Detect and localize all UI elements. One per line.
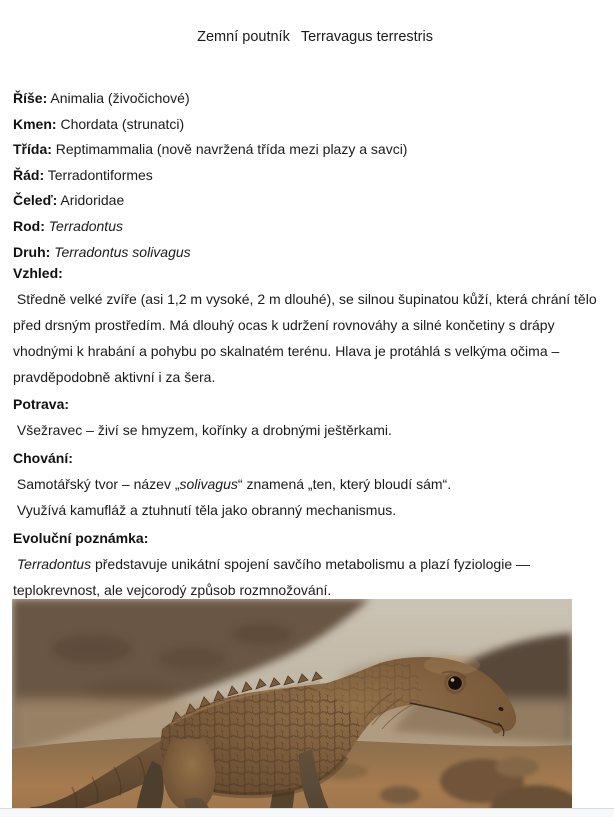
evolution-heading: Evoluční poznámka: <box>13 530 149 547</box>
creature-photo[interactable] <box>12 599 572 817</box>
taxonomy-label: Řád: <box>13 166 45 183</box>
section-diet <box>13 391 612 443</box>
document-title <box>0 0 614 67</box>
document-body <box>0 86 614 603</box>
taxonomy-row-phylum <box>13 112 612 138</box>
section-evolution <box>13 525 612 603</box>
diet-heading: Potrava: <box>13 396 70 413</box>
taxonomy-value: Aridoridae <box>57 192 125 209</box>
behavior-line-1 <box>13 471 612 497</box>
behavior-line-1-pre: Samotářský tvor – název „ <box>13 476 180 493</box>
taxonomy-label: Kmen: <box>13 115 57 132</box>
taxonomy-row-genus <box>13 214 612 240</box>
taxonomy-value: Terradontus solivagus <box>50 243 191 260</box>
taxonomy-row-family <box>13 188 612 214</box>
behavior-line-2: Využívá kamufláž a ztuhnutí těla jako obranný mechanismus. <box>13 502 397 519</box>
evolution-text-rest: představuje unikátní spojení savčího metabolismu a plazí fyziologie — teplokrevnost, ale vejcorodý způsob rozmnožování. <box>13 556 534 599</box>
taxonomy-value: Terradontus <box>44 217 123 234</box>
taxonomy-label: Říše: <box>13 90 48 106</box>
taxonomy-value: Reptimammalia (nově navržená třída mezi plazy a savci) <box>51 141 408 158</box>
section-behavior <box>13 445 612 523</box>
taxonomy-value: Animalia (živočichové) <box>47 90 190 106</box>
taxonomy-list <box>13 86 612 265</box>
page-bottom-strip <box>0 808 614 817</box>
taxonomy-row-class <box>13 137 612 163</box>
appearance-text: Středně velké zvíře (asi 1,2 m vysoké, 2 m dlouhé), se silnou šupinatou kůží, která chrání tělo před drsným prostředím. Má dlouhý ocas k udržení rovnováhy a silné končetiny s drápy vhodnými k hrabání a pohybu po skalnatém terénu. Hlava je protáhlá s velkýma očima – pravděpodobně aktivní i za šera. <box>13 291 601 386</box>
evolution-text <box>13 551 612 603</box>
taxonomy-label: Čeleď: <box>13 192 58 209</box>
behavior-line-1-italic: solivagus <box>179 476 238 493</box>
taxonomy-row-kingdom <box>13 86 612 112</box>
diet-text: Všežravec – živí se hmyzem, kořínky a drobnými ještěrkami. <box>13 422 392 439</box>
title-czech-name: Zemní poutník <box>197 29 290 45</box>
taxonomy-label: Druh: <box>13 243 51 260</box>
taxonomy-label: Třída: <box>13 141 52 158</box>
appearance-heading: Vzhled: <box>13 265 63 282</box>
creature-photo-svg <box>12 599 572 817</box>
behavior-line-1-post: “ znamená „ten, který bloudí sám“. <box>237 476 452 493</box>
taxonomy-label: Rod: <box>13 217 45 234</box>
taxonomy-value: Terradontiformes <box>44 166 153 183</box>
photo-vignette <box>12 599 572 817</box>
taxonomy-value: Chordata (strunatci) <box>56 115 185 132</box>
title-latin-name: Terravagus terrestris <box>300 29 433 45</box>
behavior-heading: Chování: <box>13 450 73 467</box>
taxonomy-row-order <box>13 163 612 189</box>
evolution-genus-italic: Terradontus <box>13 556 92 573</box>
section-appearance <box>13 260 612 390</box>
